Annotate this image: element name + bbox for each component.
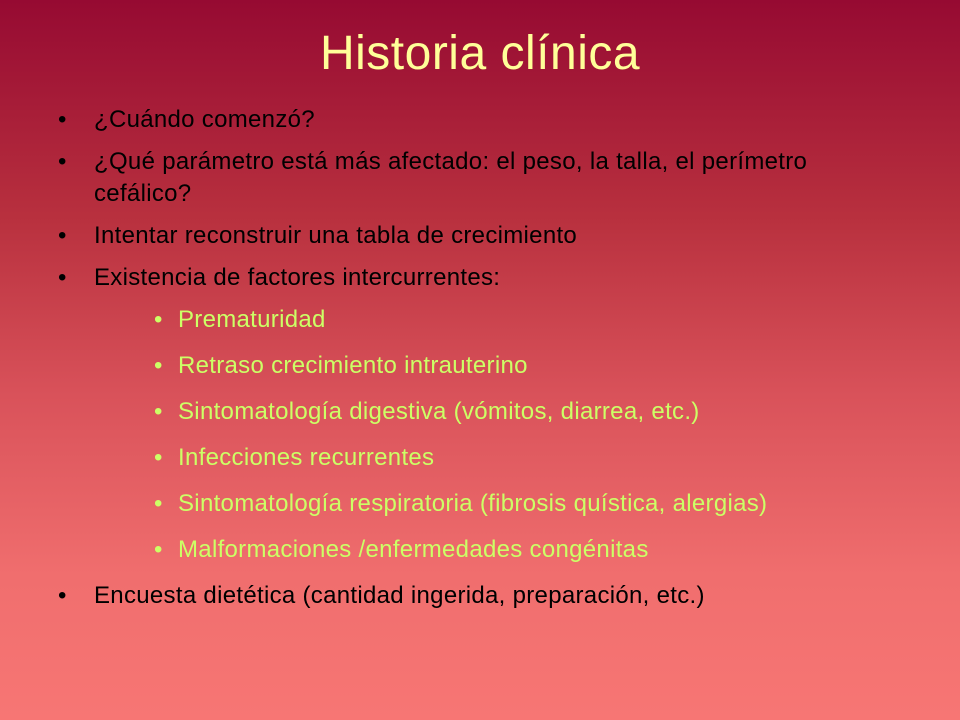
sub-list-item-text: Infecciones recurrentes — [178, 444, 435, 471]
sub-list-item-text: Retraso crecimiento intrauterino — [178, 352, 528, 379]
list-item — [0, 580, 960, 612]
sub-list-item — [0, 442, 960, 474]
sub-list-item-text: Malformaciones /enfermedades congénitas — [178, 536, 649, 563]
list-item-text: ¿Qué parámetro está más afectado: el peso, la talla, el perímetro cefálico? — [94, 148, 808, 207]
sub-list-item — [0, 488, 960, 520]
sub-list-item — [0, 534, 960, 566]
bullet-icon: • — [154, 306, 163, 333]
bullet-icon: • — [58, 148, 67, 175]
bullet-icon: • — [154, 444, 163, 471]
bullet-icon: • — [58, 106, 67, 133]
list-item — [0, 262, 960, 294]
list-item-text: Existencia de factores intercurrentes: — [94, 264, 501, 291]
bullet-icon: • — [154, 352, 163, 379]
sub-list-item-text: Prematuridad — [178, 306, 326, 333]
list-item-text: Encuesta dietética (cantidad ingerida, preparación, etc.) — [94, 582, 705, 609]
sub-list-item-text: Sintomatología digestiva (vómitos, diarrea, etc.) — [178, 398, 700, 425]
bullet-icon: • — [154, 398, 163, 425]
list-item — [0, 220, 960, 252]
bullet-icon: • — [58, 264, 67, 291]
sub-list-item — [0, 396, 960, 428]
list-item — [0, 104, 960, 136]
sub-list-item-text: Sintomatología respiratoria (fibrosis quística, alergias) — [178, 490, 768, 517]
bullet-icon: • — [154, 536, 163, 563]
sub-list-item — [0, 304, 960, 336]
list-item-text: ¿Cuándo comenzó? — [94, 106, 315, 133]
list-item-text: Intentar reconstruir una tabla de crecimiento — [94, 222, 578, 249]
bullet-icon: • — [58, 222, 67, 249]
list-item — [0, 146, 960, 210]
bullet-icon: • — [154, 490, 163, 517]
sub-list-item — [0, 350, 960, 382]
bullet-list — [0, 104, 960, 622]
slide-title: Historia clínica — [319, 27, 641, 80]
bullet-icon: • — [58, 582, 67, 609]
